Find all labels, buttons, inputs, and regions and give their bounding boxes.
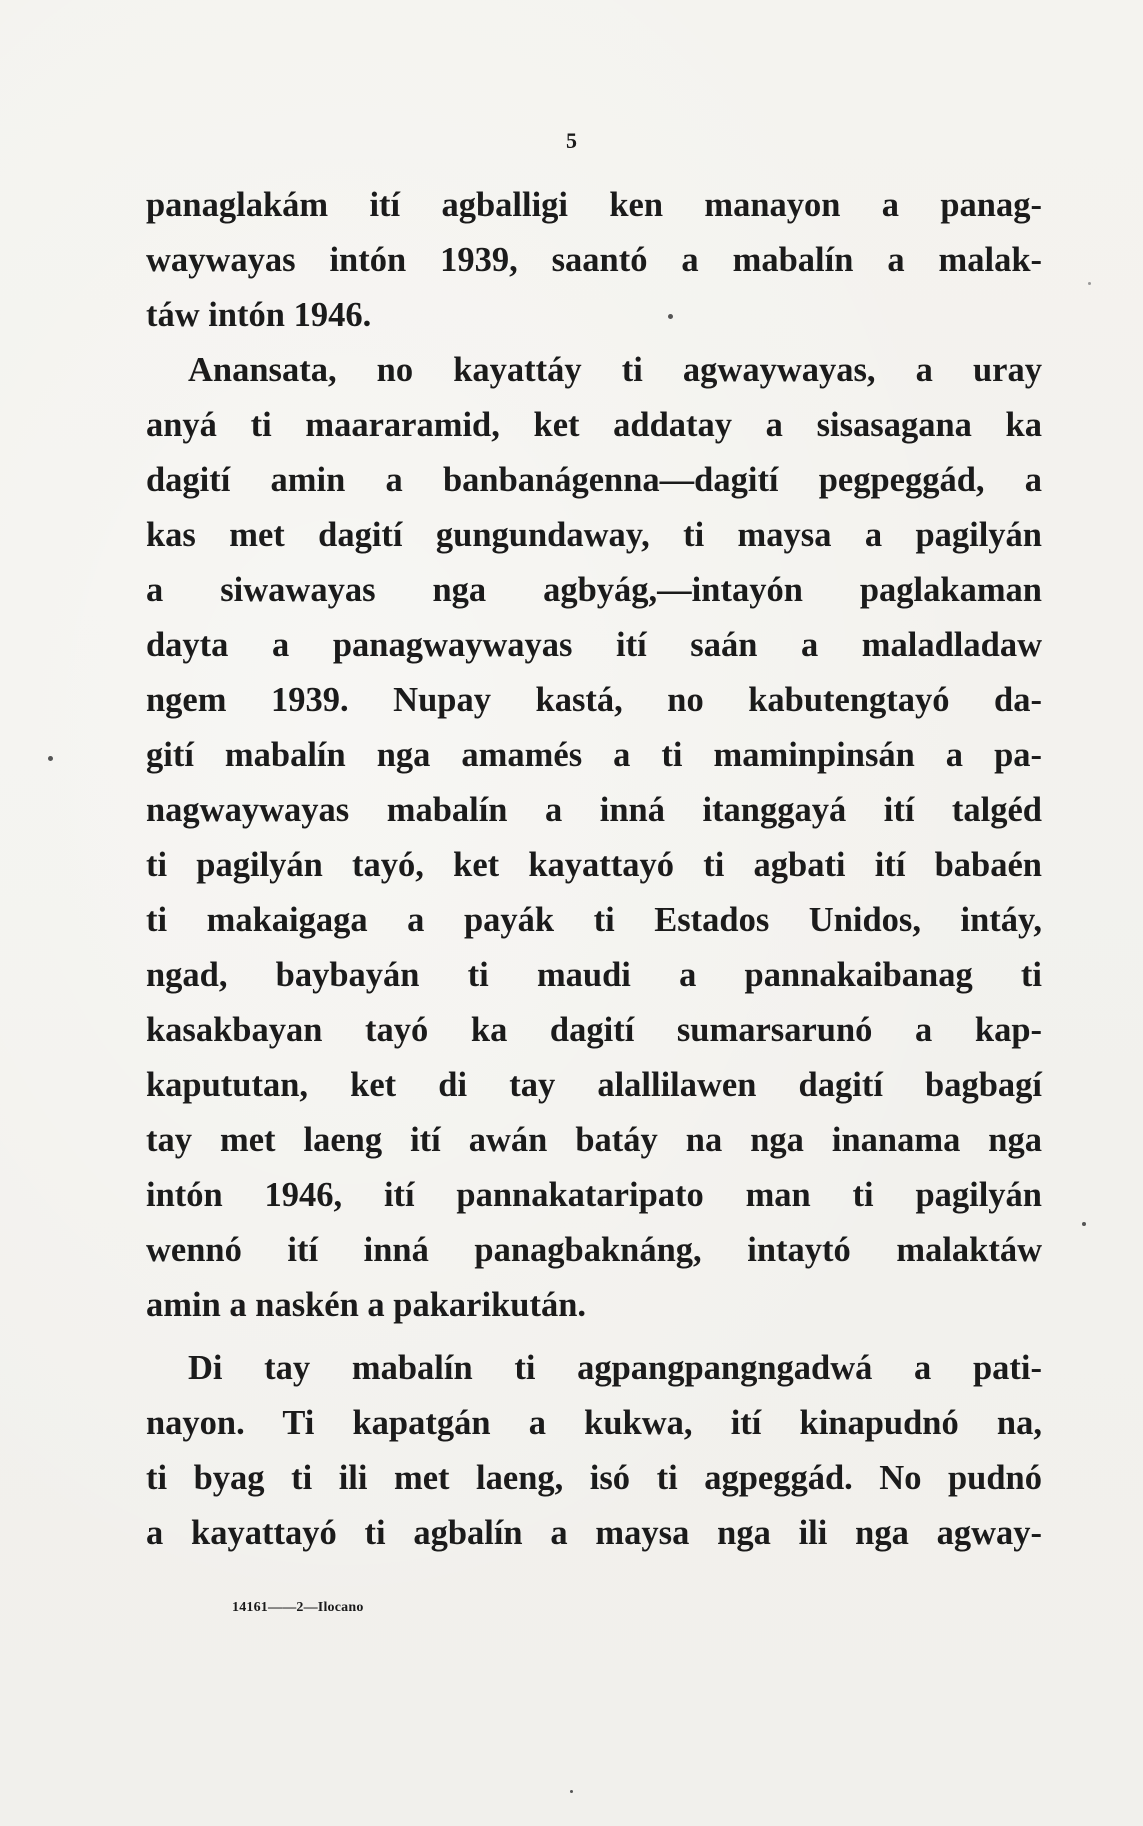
text-line: waywayas intón 1939, saantó a mabalín a malak- <box>146 241 1042 279</box>
paragraph-1 <box>146 178 1042 343</box>
text-line: panaglakám ití agballigi ken manayon a panag- <box>146 186 1042 224</box>
text-line: ti byag ti ili met laeng, isó ti agpeggád. No pudnó <box>146 1459 1042 1497</box>
text-line: táw intón 1946. <box>146 296 372 334</box>
printer-signature: 14161——2—Ilocano <box>232 1600 364 1615</box>
text-line: gití mabalín nga amamés a ti maminpinsán a pa- <box>146 736 1042 774</box>
ink-speck <box>570 1790 573 1793</box>
text-line: ngad, baybayán ti maudi a pannakaibanag ti <box>146 956 1042 994</box>
body-text <box>146 178 1042 1561</box>
text-line: anyá ti maararamid, ket addatay a sisasagana ka <box>146 406 1042 444</box>
text-line: dagití amin a banbanágenna—dagití pegpeggád, a <box>146 461 1042 499</box>
text-line: ngem 1939. Nupay kastá, no kabutengtayó da- <box>146 681 1042 719</box>
text-line: wennó ití inná panagbaknáng, intaytó malaktáw <box>146 1231 1042 1269</box>
text-line: ti pagilyán tayó, ket kayattayó ti agbati ití babaén <box>146 846 1042 884</box>
paragraph-3 <box>146 1341 1042 1561</box>
text-line: a kayattayó ti agbalín a maysa nga ili nga agway- <box>146 1514 1042 1552</box>
text-line: kas met dagití gungundaway, ti maysa a pagilyán <box>146 516 1042 554</box>
text-line: tay met laeng ití awán batáy na nga inanama nga <box>146 1121 1042 1159</box>
text-line: ti makaigaga a payák ti Estados Unidos, intáy, <box>146 901 1042 939</box>
ink-speck <box>1082 1222 1086 1226</box>
page-number: 5 <box>566 128 577 153</box>
text-line: Di tay mabalín ti agpangpangngadwá a pati- <box>188 1349 1042 1387</box>
ink-speck <box>668 314 673 319</box>
text-line: amin a naskén a pakarikután. <box>146 1286 587 1324</box>
ink-speck <box>1088 282 1091 285</box>
text-line: nagwaywayas mabalín a inná itanggayá ití talgéd <box>146 791 1042 829</box>
text-line: kapututan, ket di tay alallilawen dagití bagbagí <box>146 1066 1042 1104</box>
text-line: kasakbayan tayó ka dagití sumarsarunó a kap- <box>146 1011 1042 1049</box>
text-line: intón 1946, ití pannakataripato man ti pagilyán <box>146 1176 1042 1214</box>
text-line: nayon. Ti kapatgán a kukwa, ití kinapudnó na, <box>146 1404 1042 1442</box>
ink-speck <box>48 756 53 761</box>
text-line: Anansata, no kayattáy ti agwaywayas, a uray <box>188 351 1042 389</box>
text-line: a siwawayas nga agbyág,—intayón paglakaman <box>146 571 1042 609</box>
paragraph-2 <box>146 343 1042 1333</box>
text-line: dayta a panagwaywayas ití saán a maladladaw <box>146 626 1042 664</box>
